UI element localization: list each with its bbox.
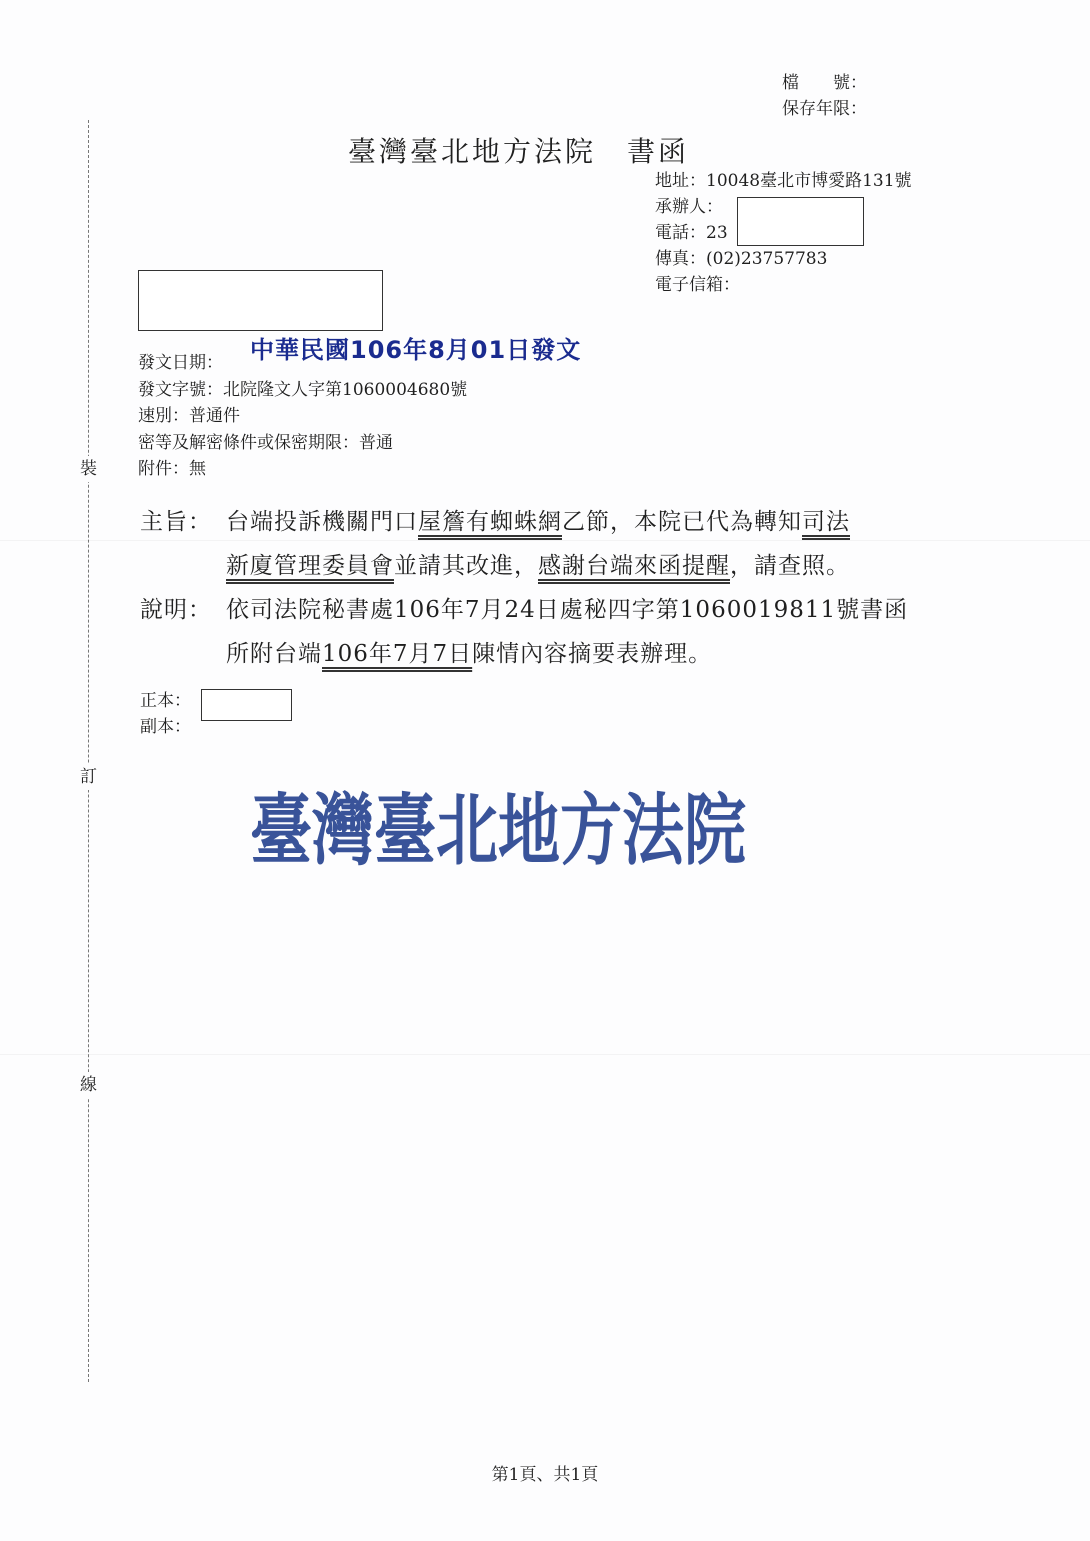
attachment: 附件：無 (138, 459, 206, 479)
email: 電子信箱： (655, 275, 740, 295)
subject-text (226, 500, 850, 544)
explanation-line-1 (140, 588, 908, 632)
retention-label: 保存年限： (782, 99, 867, 119)
subject-line-2 (140, 544, 908, 588)
original-recipient: 正本： (140, 691, 191, 711)
subject-line-1 (140, 500, 908, 544)
speed-class: 速別：普通件 (138, 406, 240, 426)
binding-line (88, 120, 89, 1382)
file-info (782, 70, 867, 122)
issue-number: 發文字號：北院隆文人字第1060004680號 (138, 379, 468, 400)
explanation-label: 說明： (140, 597, 212, 623)
text-segment: 所附台端 (226, 641, 322, 667)
subject-label: 主旨： (140, 509, 212, 535)
text-segment: 並請其改進， (394, 553, 538, 579)
copy-recipient: 副本： (140, 717, 191, 737)
recipients-block (140, 688, 191, 740)
phone: 電話：23 (655, 223, 728, 243)
underlined-segment: 新廈管理委員會 (226, 553, 394, 579)
binding-mark-xian: 線 (80, 1072, 97, 1098)
page-footer: 第1頁、共1頁 (491, 1465, 599, 1485)
text-segment: 陳情內容摘要表辦理。 (472, 641, 713, 667)
file-no-label: 檔 號： (782, 73, 867, 93)
handler: 承辦人： (655, 197, 723, 217)
document-title: 臺灣臺北地方法院 書函 (348, 135, 690, 168)
text-segment: 乙節，本院已代為轉知 (562, 509, 802, 535)
fold-line (0, 1054, 1090, 1055)
court-seal: 臺灣臺北地方法院 (250, 784, 747, 876)
issue-date: 發文日期： (138, 353, 223, 373)
explanation-line-2 (140, 632, 908, 676)
underlined-segment: 司法 (802, 509, 850, 535)
fax: 傳真：(02)23757783 (655, 249, 828, 269)
binding-mark-zhuang: 裝 (80, 456, 97, 482)
binding-mark-ding: 訂 (80, 764, 97, 790)
meta-block (138, 350, 467, 483)
date-stamp: 中華民國106年8月01日發文 (250, 336, 582, 364)
redaction-box-handler (737, 197, 864, 246)
secrecy-level: 密等及解密條件或保密期限：普通 (138, 432, 393, 453)
explanation-text: 依司法院秘書處106年7月24日處秘四字第1060019811號書函 (226, 597, 909, 623)
text-segment: 台端投訴機關門口 (226, 509, 418, 535)
text-segment: ，請查照。 (730, 553, 850, 579)
underlined-segment: 屋簷有蜘蛛網 (418, 509, 562, 535)
redaction-box-original (201, 689, 292, 721)
body-block (140, 500, 908, 676)
address: 地址：10048臺北市博愛路131號 (655, 171, 912, 191)
underlined-segment: 感謝台端來函提醒 (538, 553, 730, 579)
redaction-box-recipient (138, 270, 383, 331)
underlined-segment: 106年7月7日 (322, 641, 473, 667)
